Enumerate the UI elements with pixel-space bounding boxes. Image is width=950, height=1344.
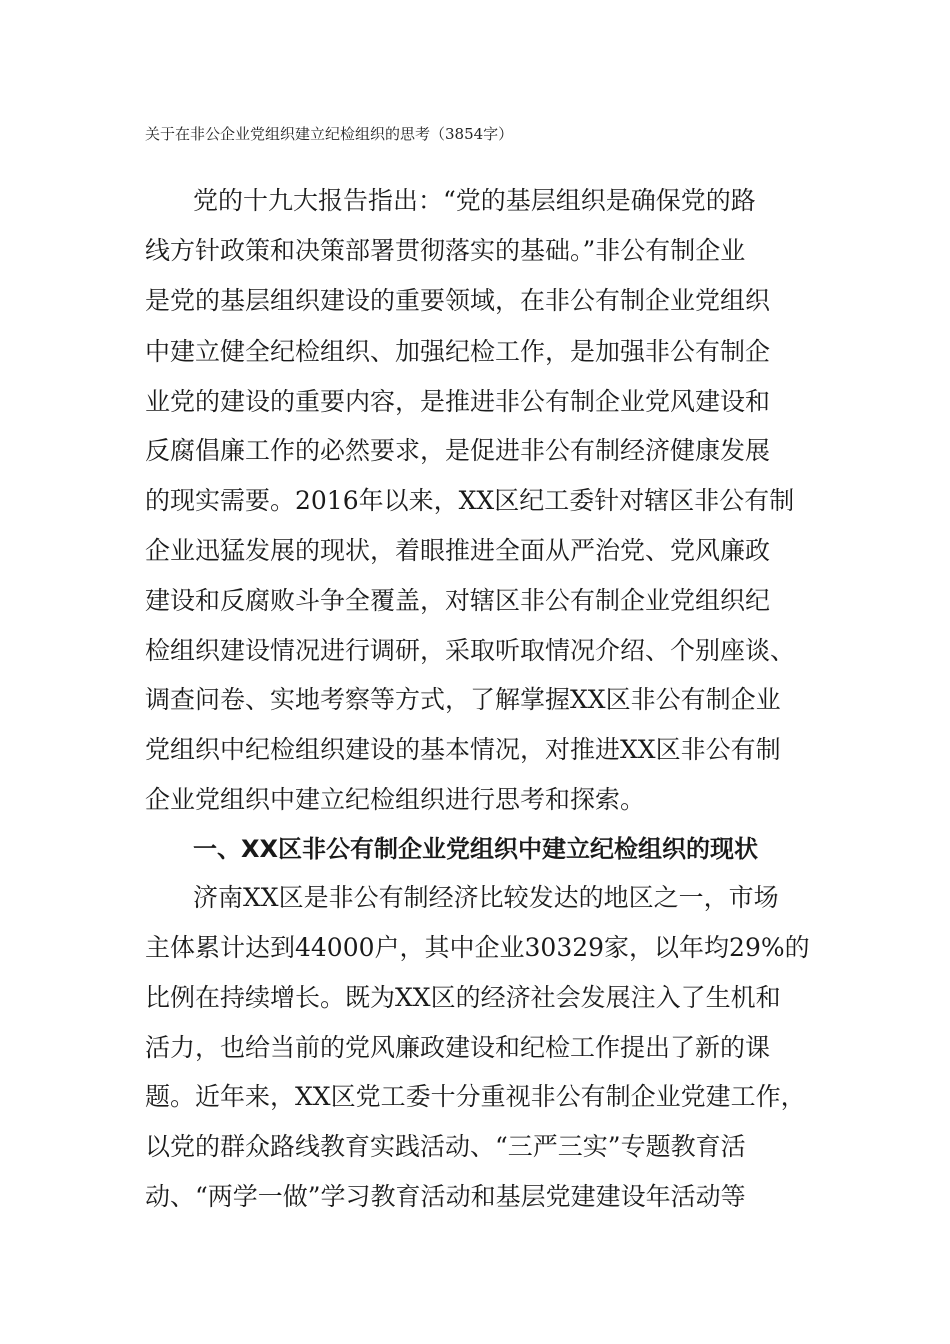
paragraph-line: 业党的建设的重要内容，是推进非公有制企业党风建设和	[145, 387, 771, 416]
paragraph-line: 主体累计达到44000户，其中企业30329家，以年均29%的	[145, 933, 810, 962]
paragraph-line: 活力，也给当前的党风廉政建设和纪检工作提出了新的课	[145, 1033, 771, 1062]
paragraph-line: 线方针政策和决策部署贯彻落实的基础。”非公有制企业	[145, 236, 746, 265]
paragraph-line: 是党的基层组织建设的重要领域，在非公有制企业党组织	[145, 286, 771, 315]
paragraph-line: 济南XX区是非公有制经济比较发达的地区之一，市场	[193, 883, 779, 912]
paragraph-line: 的现实需要。2016年以来，XX区纪工委针对辖区非公有制	[145, 486, 795, 515]
paragraph-line: 党的十九大报告指出：“党的基层组织是确保党的路	[193, 186, 756, 215]
document-title: 关于在非公企业党组织建立纪检组织的思考（3854字）	[145, 125, 514, 143]
paragraph-line: 反腐倡廉工作的必然要求，是促进非公有制经济健康发展	[145, 436, 771, 465]
paragraph-line: 以党的群众路线教育实践活动、“三严三实”专题教育活	[145, 1132, 746, 1161]
paragraph-line: 建设和反腐败斗争全覆盖，对辖区非公有制企业党组织纪	[145, 586, 771, 615]
paragraph-line: 题。近年来，XX区党工委十分重视非公有制企业党建工作，	[145, 1082, 806, 1111]
paragraph-line: 企业迅猛发展的现状，着眼推进全面从严治党、党风廉政	[145, 536, 771, 565]
paragraph-line: 党组织中纪检组织建设的基本情况，对推进XX区非公有制	[145, 735, 781, 764]
paragraph-line: 动、“两学一做”学习教育活动和基层党建建设年活动等	[145, 1182, 746, 1211]
paragraph-line: 比例在持续增长。既为XX区的经济社会发展注入了生机和	[145, 983, 781, 1012]
paragraph-line: 调查问卷、实地考察等方式，了解掌握XX区非公有制企业	[145, 685, 781, 714]
section-heading: 一、XX区非公有制企业党组织中建立纪检组织的现状	[193, 835, 759, 863]
paragraph-line: 中建立健全纪检组织、加强纪检工作，是加强非公有制企	[145, 337, 771, 366]
paragraph-line: 企业党组织中建立纪检组织进行思考和探索。	[145, 785, 646, 814]
paragraph-line: 检组织建设情况进行调研，采取听取情况介绍、个别座谈、	[145, 636, 796, 665]
